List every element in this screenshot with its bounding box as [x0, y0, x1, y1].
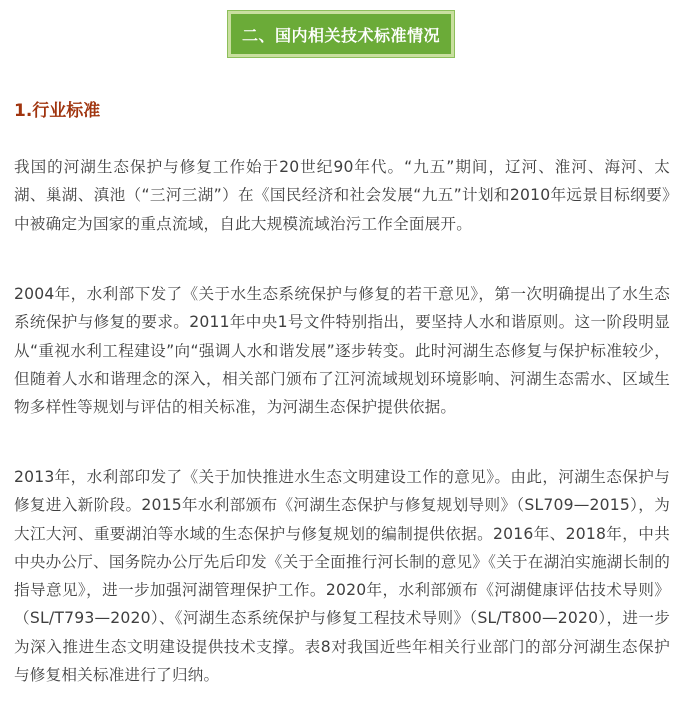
- paragraph-2: 2004年，水利部下发了《关于水生态系统保护与修复的若干意见》，第一次明确提出了水生态系统保护与修复的要求。2011年中央1号文件特别指出，要坚持人水和谐原则。这一阶段明显从“重视水利工程建设”向“强调人水和谐发展”逐步转变。此时河湖生态修复与保护标准较少，但随着人水和谐理念的深入，相关部门颁布了江河流域规划环境影响、河湖生态需水、区域生物多样性等规划与评估的相关标准，为河湖生态保护提供依据。: [14, 285, 670, 417]
- paragraph-3: 2013年，水利部印发了《关于加快推进水生态文明建设工作的意见》。由此，河湖生态保护与修复进入新阶段。2015年水利部颁布《河湖生态保护与修复规划导则》（SL709—2015），为大江大河、重要湖泊等水域的生态保护与修复规划的编制提供依据。2016年、2018年，中共中央办公厅、国务院办公厅先后印发《关于全面推行河长制的意见》《关于在湖泊实施湖长制的指导意见》，进一步加强河湖管理保护工作。2020年，水利部颁布《河湖健康评估技术导则》（SL/T793—2020）、《河湖生态系统保护与修复工程技术导则》（SL/T800—2020），进一步为深入推进生态文明建设提供技术支撑。表8对我国近些年相关行业部门的部分河湖生态保护与修复相关标准进行了归纳。: [14, 468, 670, 685]
- section-header: [0, 11, 682, 57]
- section-header-badge: [228, 11, 454, 57]
- paragraph-1: 我国的河湖生态保护与修复工作始于20世纪90年代。“九五”期间，辽河、淮河、海河、太湖、巢湖、滇池（“三河三湖”）在《国民经济和社会发展“九五”计划和2010年远景目标纲要》中被确定为国家的重点流域，自此大规模流域治污工作全面展开。: [14, 158, 670, 233]
- subsection-title: 1.行业标准: [14, 101, 101, 121]
- section-header-text: 二、国内相关技术标准情况: [241, 25, 440, 45]
